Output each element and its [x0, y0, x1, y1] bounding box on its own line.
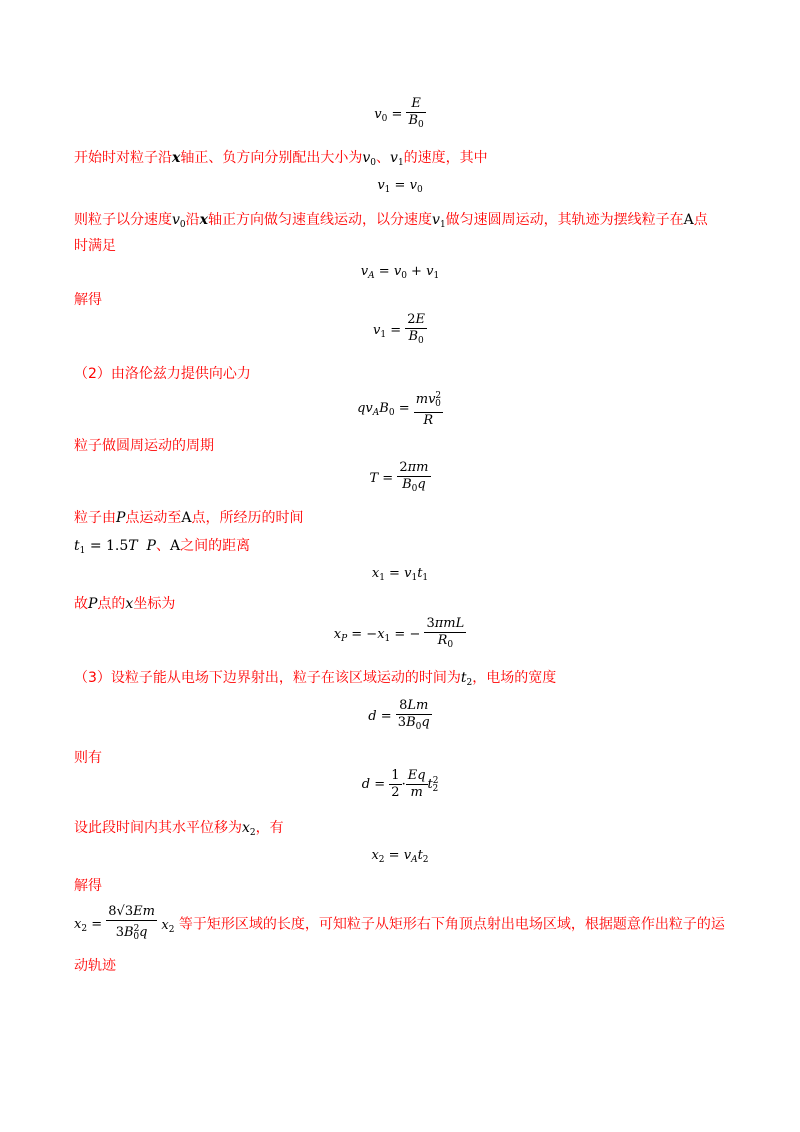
paragraph-15: 动轨迹: [74, 958, 116, 974]
paragraph-1: 开始时对粒子沿x轴正、负方向分别配出大小为$v_0$、$v_1$的速度，其中: [74, 150, 488, 168]
paragraph-9: 故P点的x坐标为: [74, 596, 176, 612]
equation-xP: $x_P = -x_1$ = − $\frac{\text{3πmL}}{R_0}$: [333, 616, 465, 650]
paragraph-14: $x_2$ = $\frac{8√3Em}{3B^2_0q}$ $x_2$ 等于矩形区域的长度，可知粒子从矩形右下角顶点射出电场区域，根据题意作出粒子的运: [74, 904, 725, 942]
equation-lorentz: $qv_AB_0$ = $\frac{mv^2_0}{R}$: [0, 388, 800, 429]
equation-v0: $v_0$ = $\frac{E}{B_0}$: [374, 96, 424, 130]
equation-vA: $v_A = v_0 + v_1$: [360, 264, 440, 281]
paragraph-8: $t_1 = 1.5T$ P、A之间的距离: [74, 538, 251, 556]
paragraph-12: 设此段时间内其水平位移为$x_2$，有: [74, 820, 284, 838]
equation-v1-v0: $v_1 = v_0$: [377, 178, 423, 195]
paragraph-13: 解得: [74, 878, 102, 894]
equation-d-time: d = $\frac{1}{2}$ · $\frac{Eq}{m}$ $t^2_2$: [361, 768, 439, 800]
paragraph-5: （2）由洛伦兹力提供向心力: [74, 366, 251, 382]
paragraph-6: 粒子做圆周运动的周期: [74, 438, 214, 454]
paragraph-11: 则有: [74, 750, 102, 766]
equation-period: T = $\frac{2\pi m}{B_0q}$: [369, 460, 429, 494]
paragraph-2: 则粒子以分速度$v_0$沿x轴正方向做匀速直线运动，以分速度$v_1$做匀速圆周运动，其轨迹为摆线粒子在A点: [74, 212, 708, 230]
equation-d: d = $\frac{8Lm}{3B_0q}$: [368, 698, 430, 732]
paragraph-7: 粒子由P点运动至A点，所经历的时间: [74, 510, 304, 526]
equation-v1: $v_1$ = $\frac{2E}{B_0}$: [372, 312, 426, 346]
equation-x1: $x_1 = v_1t_1$: [371, 566, 429, 583]
paragraph-3: 时满足: [74, 238, 116, 254]
equation-x2: $x_2 = v_At_2$: [371, 848, 429, 865]
paragraph-10: （3）设粒子能从电场下边界射出，粒子在该区域运动的时间为$t_2$，电场的宽度: [74, 670, 557, 688]
paragraph-4: 解得: [74, 292, 102, 308]
